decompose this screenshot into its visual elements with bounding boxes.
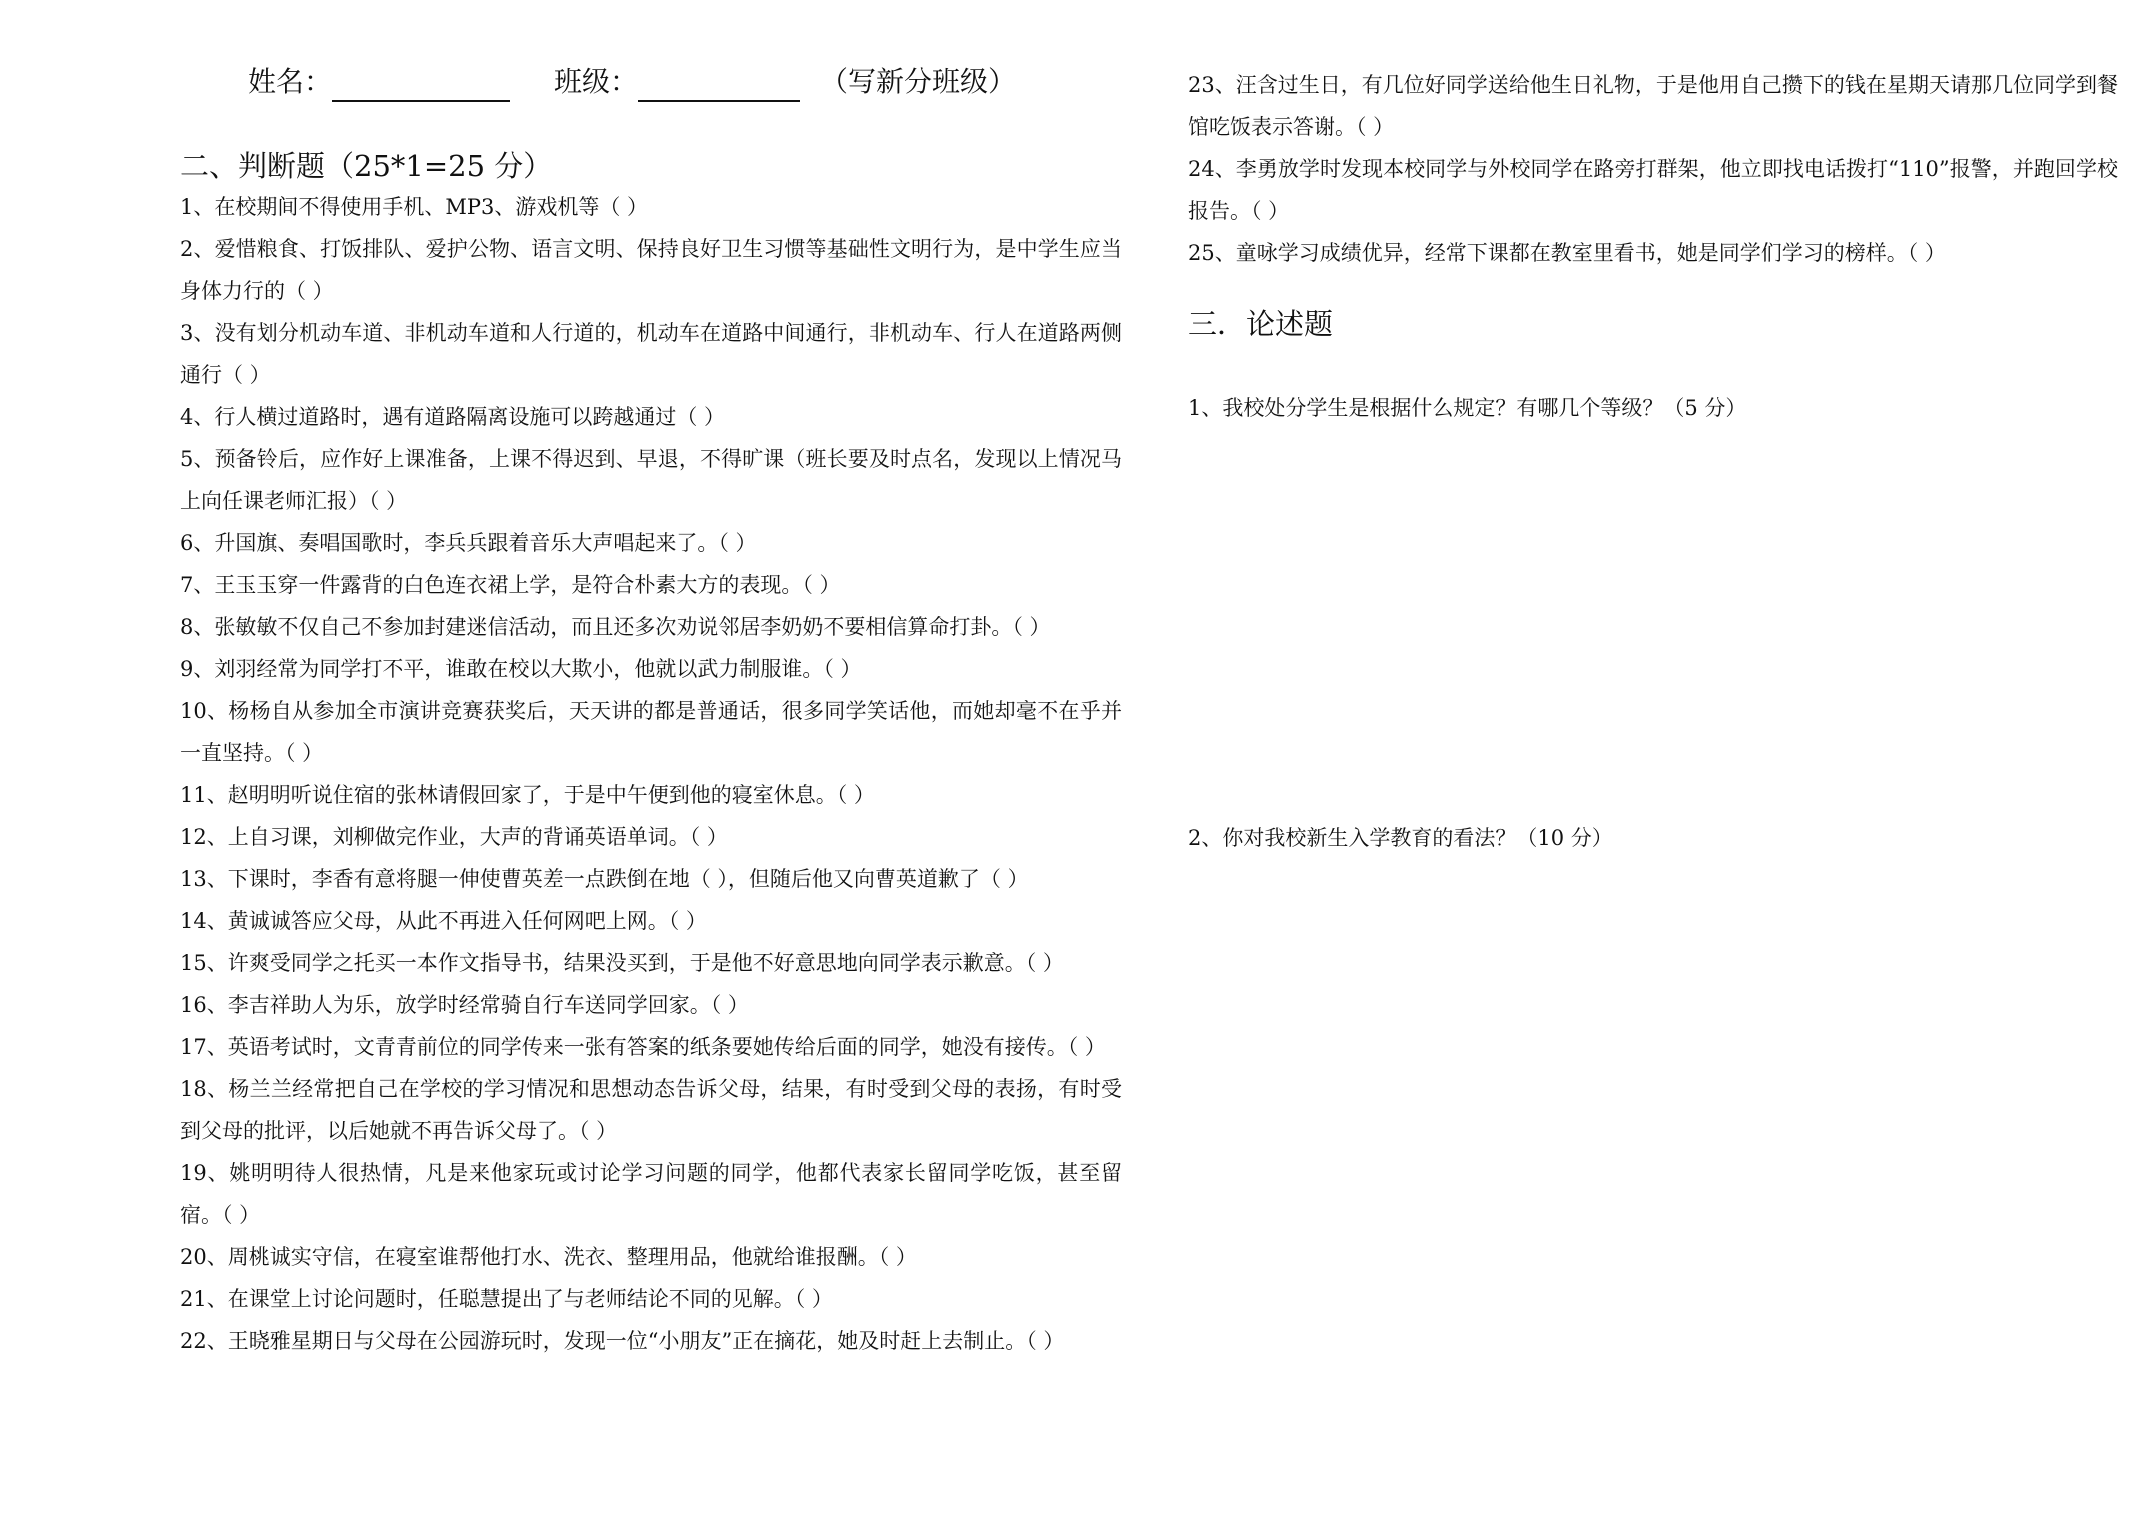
- left-column: [180, 146, 1122, 1362]
- question-5: 5、预备铃后，应作好上课准备，上课不得迟到、早退，不得旷课（班长要及时点名，发现以上情况马上向任课老师汇报）（ ）: [180, 447, 1122, 513]
- question-24: 24、李勇放学时发现本校同学与外校同学在路旁打群架，他立即找电话拨打“110”报警，并跑回学校报告。（ ）: [1188, 157, 2118, 223]
- question-13: 13、下课时，李香有意将腿一伸使曹英差一点跌倒在地（ ），但随后他又向曹英道歉了（ ）: [180, 867, 1029, 891]
- section-3-title: 三．论述题: [1188, 307, 1334, 341]
- question-6: 6、升国旗、奏唱国歌时，李兵兵跟着音乐大声唱起来了。（ ）: [180, 531, 757, 555]
- question-16: 16、李吉祥助人为乐，放学时经常骑自行车送同学回家。（ ）: [180, 993, 749, 1017]
- question-20: 20、周桃诚实守信，在寝室谁帮他打水、洗衣、整理用品，他就给谁报酬。（ ）: [180, 1245, 917, 1269]
- question-18: 18、杨兰兰经常把自己在学校的学习情况和思想动态告诉父母，结果，有时受到父母的表扬，有时受到父母的批评，以后她就不再告诉父母了。（ ）: [180, 1077, 1122, 1143]
- class-note: （写新分班级）: [820, 65, 1017, 98]
- name-blank-line[interactable]: [332, 68, 510, 102]
- question-21: 21、在课堂上讨论问题时，任聪慧提出了与老师结论不同的见解。（ ）: [180, 1287, 833, 1311]
- question-3: 3、没有划分机动车道、非机动车道和人行道的，机动车在道路中间通行，非机动车、行人在道路两侧通行（ ）: [180, 321, 1122, 387]
- question-8: 8、张敏敏不仅自己不参加封建迷信活动，而且还多次劝说邻居李奶奶不要相信算命打卦。（ ）: [180, 615, 1051, 639]
- question-10: 10、杨杨自从参加全市演讲竞赛获奖后，天天讲的都是普通话，很多同学笑话他，而她却毫不在乎并一直坚持。（ ）: [180, 699, 1122, 765]
- question-1: 1、在校期间不得使用手机、MP3、游戏机等（ ）: [180, 195, 649, 219]
- essay-question-1: 1、我校处分学生是根据什么规定？有哪几个等级？（5 分）: [1188, 396, 1747, 420]
- question-22: 22、王晓雅星期日与父母在公园游玩时，发现一位“小朋友”正在摘花，她及时赶上去制止。（ ）: [180, 1329, 1065, 1353]
- question-15: 15、许爽受同学之托买一本作文指导书，结果没买到，于是他不好意思地向同学表示歉意。（ ）: [180, 951, 1064, 975]
- question-17: 17、英语考试时，文青青前位的同学传来一张有答案的纸条要她传给后面的同学，她没有接传。（ ）: [180, 1035, 1106, 1059]
- question-9: 9、刘羽经常为同学打不平，谁敢在校以大欺小，他就以武力制服谁。（ ）: [180, 657, 862, 681]
- class-label: 班级：: [554, 65, 639, 98]
- question-2: 2、爱惜粮食、打饭排队、爱护公物、语言文明、保持良好卫生习惯等基础性文明行为，是中学生应当身体力行的（ ）: [180, 237, 1122, 303]
- question-4: 4、行人横过道路时，遇有道路隔离设施可以跨越通过（ ）: [180, 405, 726, 429]
- question-25: 25、童咏学习成绩优异，经常下课都在教室里看书，她是同学们学习的榜样。（ ）: [1188, 241, 1946, 265]
- question-11: 11、赵明明听说住宿的张林请假回家了，于是中午便到他的寝室休息。（ ）: [180, 783, 875, 807]
- question-23: 23、汪含过生日，有几位好同学送给他生日礼物，于是他用自己攒下的钱在星期天请那几位同学到餐馆吃饭表示答谢。（ ）: [1188, 73, 2118, 139]
- student-info-header: [248, 62, 1148, 102]
- question-12: 12、上自习课，刘柳做完作业，大声的背诵英语单词。（ ）: [180, 825, 728, 849]
- name-label: 姓名：: [248, 65, 333, 98]
- question-7: 7、王玉玉穿一件露背的白色连衣裙上学，是符合朴素大方的表现。（ ）: [180, 573, 841, 597]
- right-column: [1188, 64, 2118, 344]
- question-19: 19、姚明明待人很热情，凡是来他家玩或讨论学习问题的同学，他都代表家长留同学吃饭，甚至留宿。（ ）: [180, 1161, 1122, 1227]
- section-2-title: 二、判断题（25*1=25 分）: [180, 149, 553, 183]
- question-14: 14、黄诚诚答应父母，从此不再进入任何网吧上网。（ ）: [180, 909, 707, 933]
- class-blank-line[interactable]: [638, 68, 800, 102]
- essay-question-2: 2、你对我校新生入学教育的看法？（10 分）: [1188, 826, 1613, 850]
